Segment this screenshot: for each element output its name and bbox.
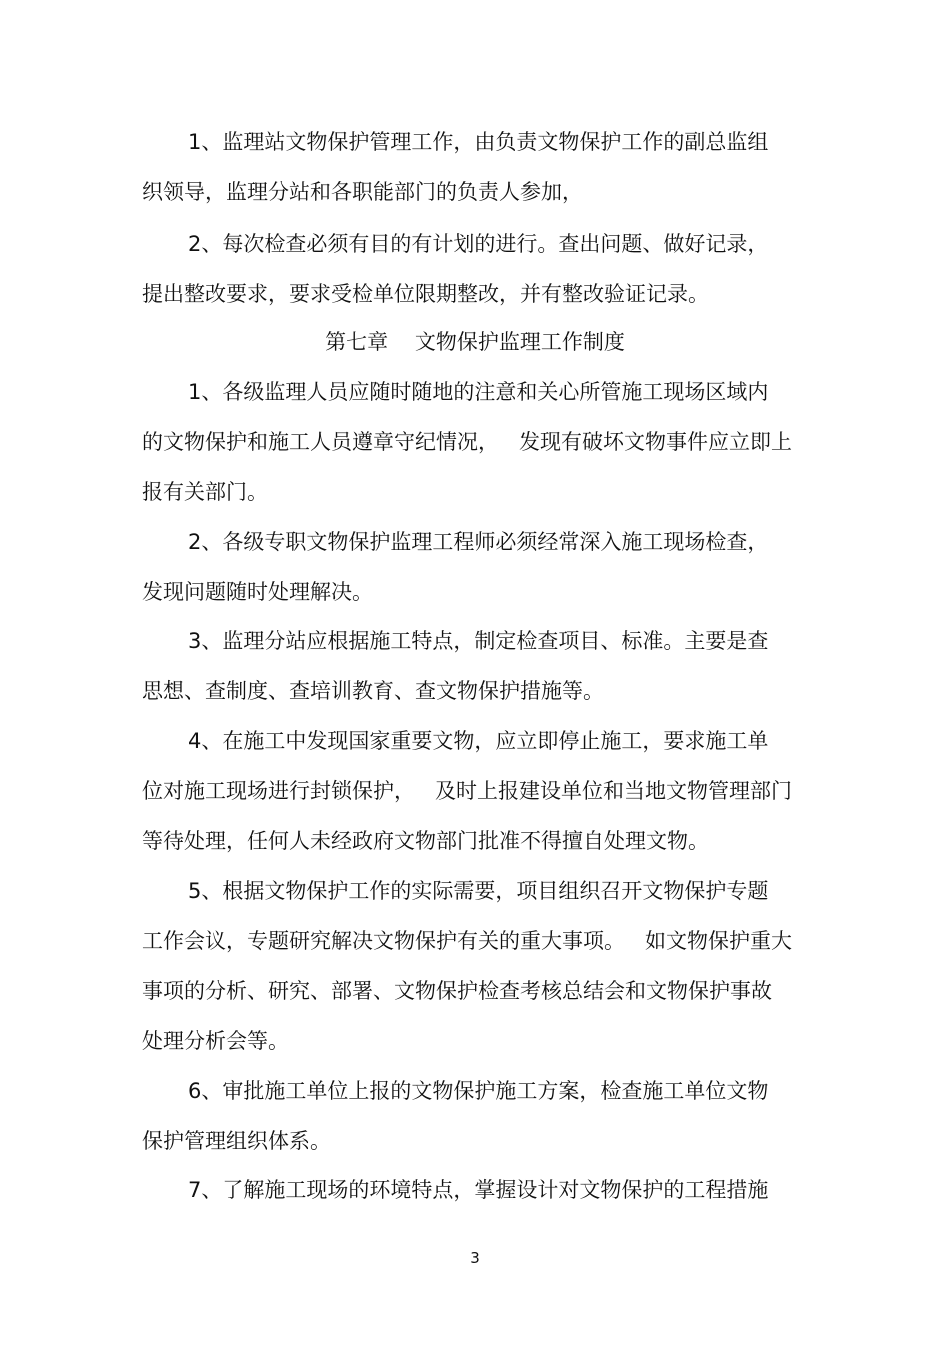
paragraph-8-line-2: 保护管理组织体系。 bbox=[142, 1129, 331, 1153]
paragraph-2-line-1: 2、每次检查必须有目的有计划的进行。查出问题、做好记录， bbox=[188, 232, 769, 256]
paragraph-5-line-1: 3、监理分站应根据施工特点，制定检查项目、标准。主要是查 bbox=[188, 629, 769, 653]
paragraph-7-line-3: 事项的分析、研究、部署、文物保护检查考核总结会和文物保护事故 bbox=[142, 979, 772, 1003]
paragraph-3-line-3: 报有关部门。 bbox=[142, 480, 268, 504]
paragraph-8-line-1: 6、审批施工单位上报的文物保护施工方案，检查施工单位文物 bbox=[188, 1079, 769, 1103]
paragraph-3-line-1: 1、各级监理人员应随时随地的注意和关心所管施工现场区域内 bbox=[188, 380, 769, 404]
paragraph-7-line-2: 工作会议，专题研究解决文物保护有关的重大事项。 如文物保护重大 bbox=[142, 929, 793, 953]
paragraph-3-line-2: 的文物保护和施工人员遵章守纪情况， 发现有破坏文物事件应立即上 bbox=[142, 430, 793, 454]
paragraph-7-line-4: 处理分析会等。 bbox=[142, 1029, 289, 1053]
paragraph-1-line-1: 1、监理站文物保护管理工作，由负责文物保护工作的副总监组 bbox=[188, 130, 769, 154]
paragraph-4-line-2: 发现问题随时处理解决。 bbox=[142, 580, 373, 604]
paragraph-1-line-2: 织领导，监理分站和各职能部门的负责人参加， bbox=[142, 180, 583, 204]
paragraph-7-line-1: 5、根据文物保护工作的实际需要，项目组织召开文物保护专题 bbox=[188, 879, 769, 903]
paragraph-5-line-2: 思想、查制度、查培训教育、查文物保护措施等。 bbox=[142, 679, 604, 703]
chapter-heading: 第七章 文物保护监理工作制度 bbox=[325, 330, 625, 354]
paragraph-6-line-2: 位对施工现场进行封锁保护， 及时上报建设单位和当地文物管理部门 bbox=[142, 779, 793, 803]
paragraph-6-line-1: 4、在施工中发现国家重要文物，应立即停止施工，要求施工单 bbox=[188, 729, 769, 753]
paragraph-9-line-1: 7、了解施工现场的环境特点，掌握设计对文物保护的工程措施 bbox=[188, 1178, 769, 1202]
paragraph-2-line-2: 提出整改要求，要求受检单位限期整改，并有整改验证记录。 bbox=[142, 282, 709, 306]
paragraph-6-line-3: 等待处理，任何人未经政府文物部门批准不得擅自处理文物。 bbox=[142, 829, 709, 853]
page-number: 3 bbox=[470, 1249, 480, 1267]
paragraph-4-line-1: 2、各级专职文物保护监理工程师必须经常深入施工现场检查， bbox=[188, 530, 769, 554]
